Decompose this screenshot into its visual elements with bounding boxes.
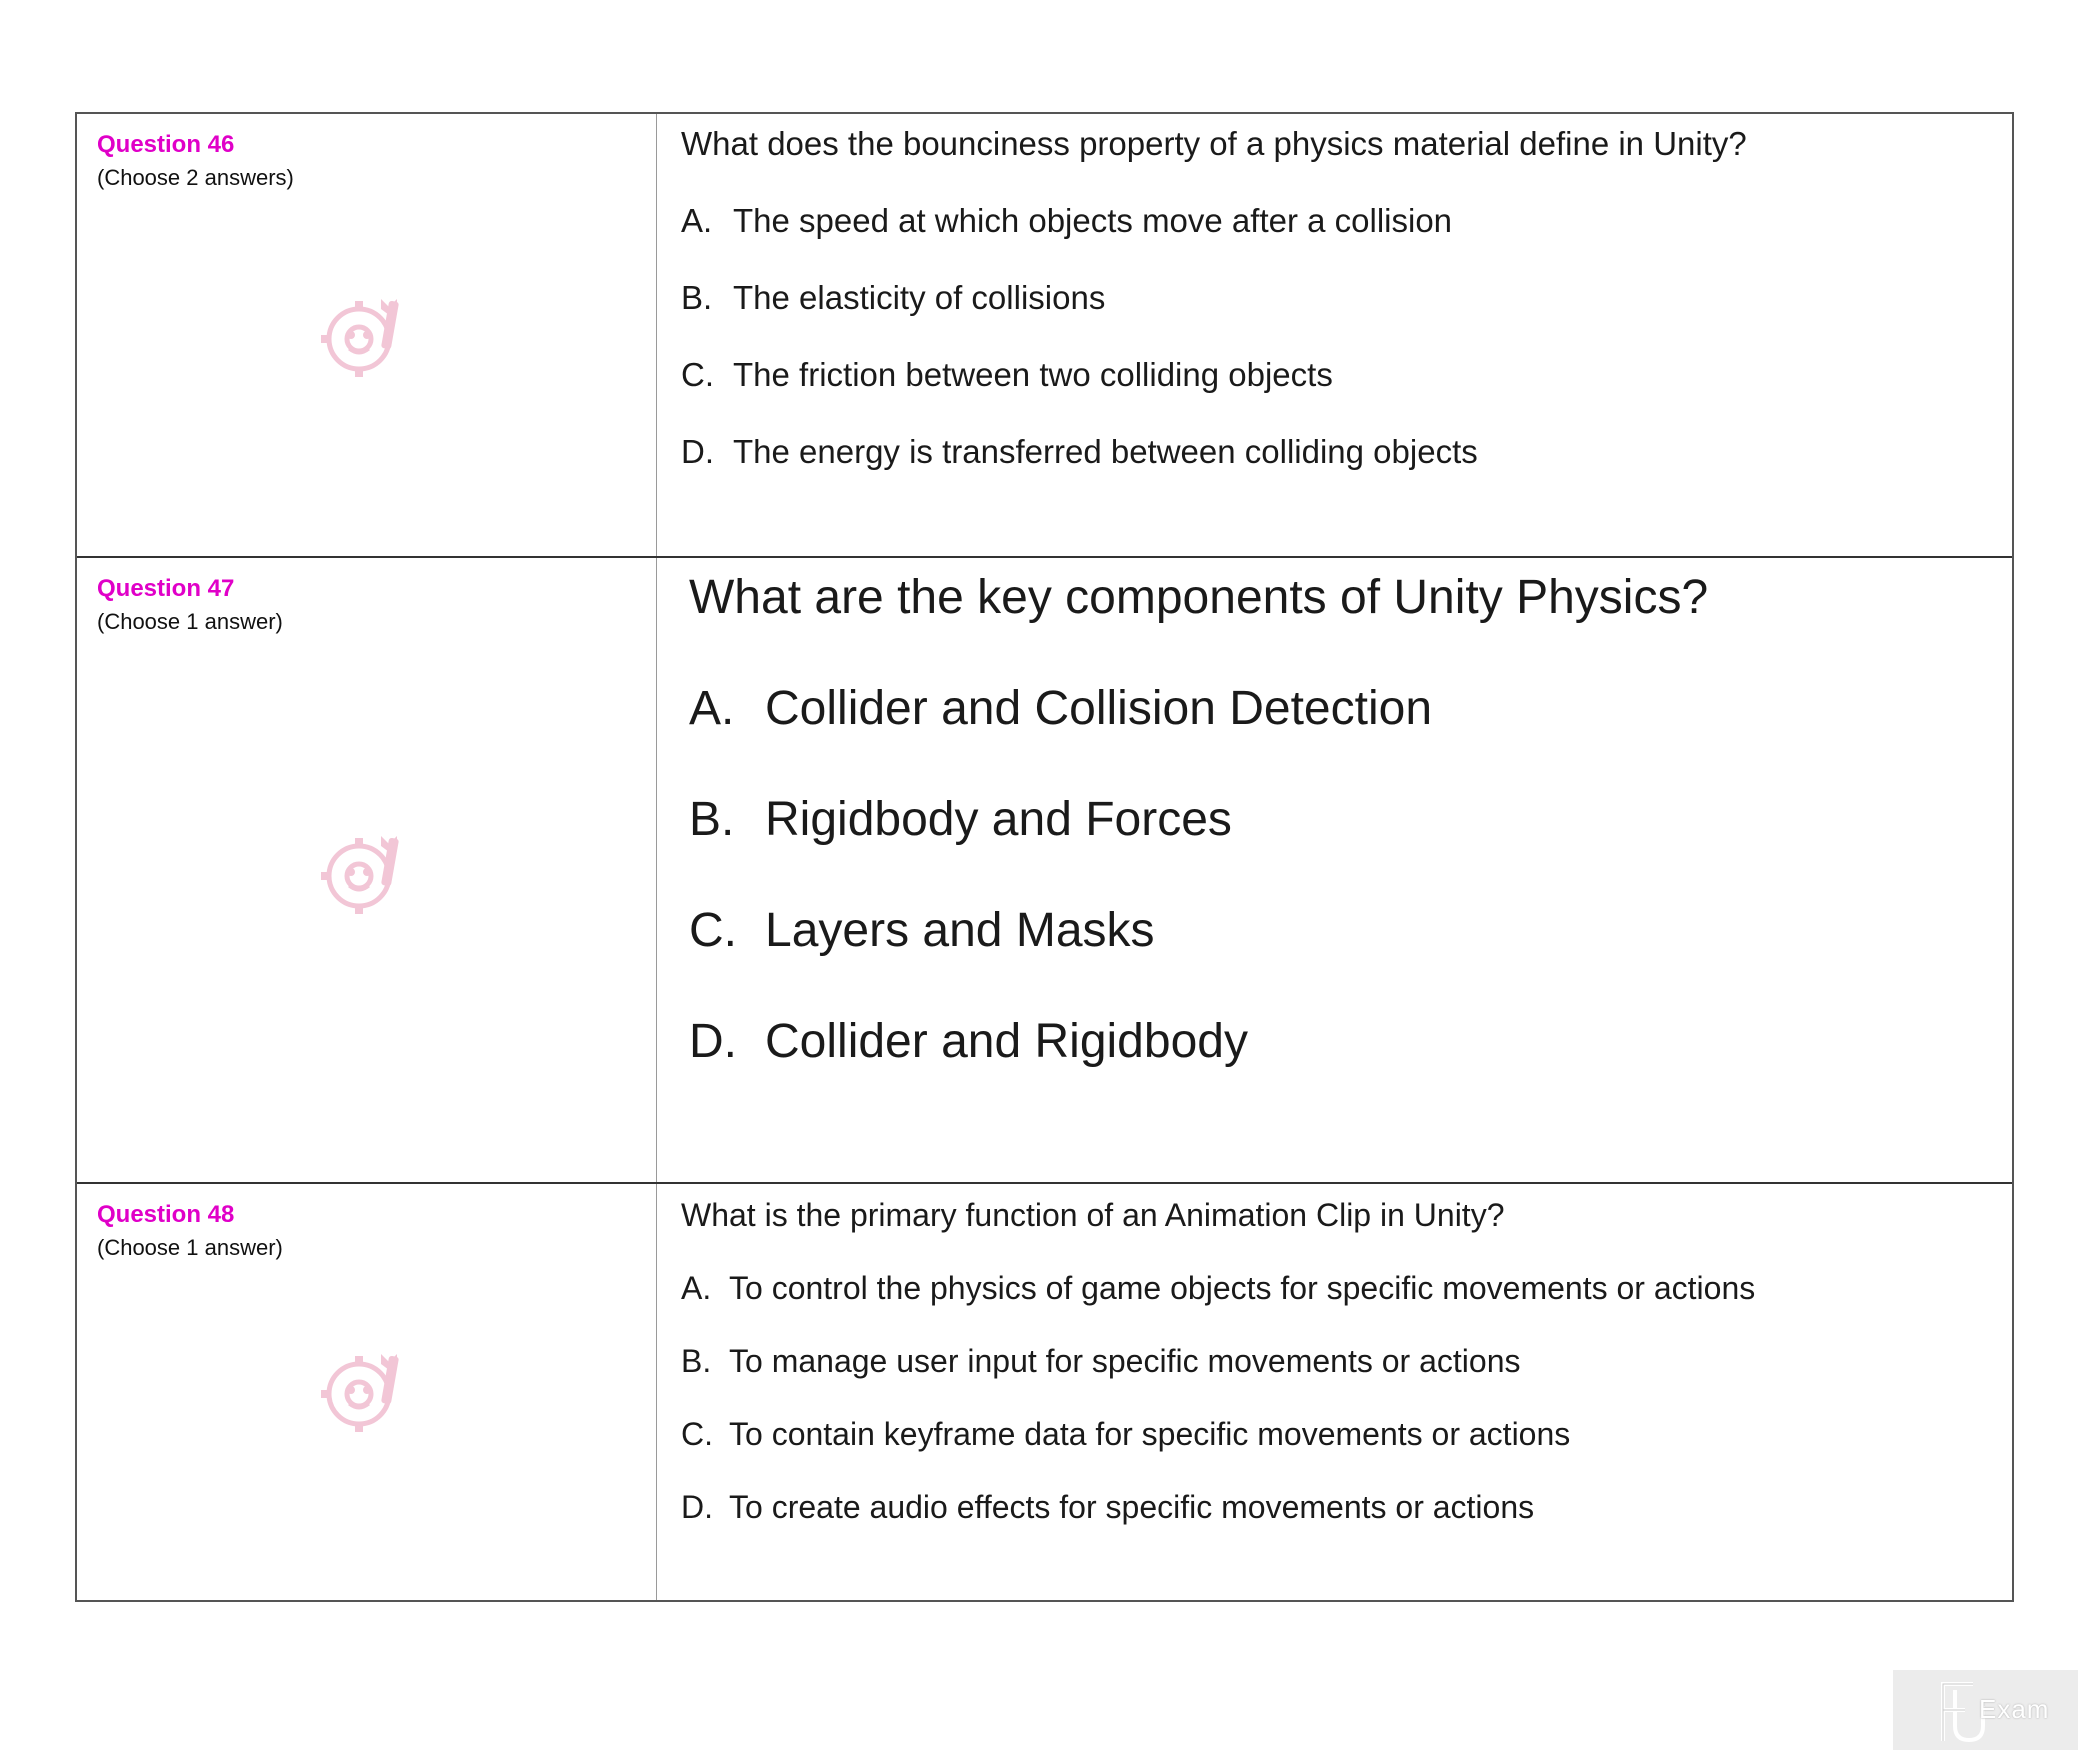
brand-logo — [1893, 1670, 2078, 1750]
option-letter: D. — [681, 433, 714, 470]
option-text: Collider and Collision Detection — [765, 682, 1433, 735]
question-meta-cell — [77, 114, 657, 556]
question-number: Question 48 — [97, 1201, 235, 1228]
question-meta-cell — [77, 1184, 657, 1600]
question-content-cell — [657, 1184, 2012, 1600]
answer-count-instruction: (Choose 2 answers) — [97, 165, 294, 190]
option-letter: B. — [689, 793, 735, 846]
option-text: Rigidbody and Forces — [765, 793, 1232, 846]
question-content-cell — [657, 558, 2012, 1182]
question-content-cell — [657, 114, 2012, 556]
option-letter: C. — [681, 356, 714, 393]
answer-option-a[interactable] — [689, 681, 2012, 737]
option-letter: B. — [681, 1343, 712, 1379]
answer-options — [689, 681, 2012, 1070]
answer-option-b[interactable] — [681, 1342, 2012, 1380]
answer-option-c[interactable] — [681, 355, 2012, 395]
brand-logo-text: Exam — [1979, 1694, 2050, 1724]
answer-option-c[interactable] — [689, 903, 2012, 959]
option-text: The speed at which objects move after a collision — [733, 202, 1453, 239]
answer-options — [681, 201, 2012, 472]
option-text: To create audio effects for specific movements or actions — [729, 1489, 1535, 1525]
question-text: What are the key components of Unity Physics? — [689, 571, 1709, 624]
answer-option-a[interactable] — [681, 201, 2012, 241]
answer-option-b[interactable] — [681, 278, 2012, 318]
option-text: The friction between two colliding objects — [733, 356, 1333, 393]
option-letter: C. — [681, 1416, 713, 1452]
answer-option-b[interactable] — [689, 792, 2012, 848]
option-letter: B. — [681, 279, 713, 316]
gear-wrench-robot-icon — [319, 826, 419, 926]
option-text: Layers and Masks — [765, 904, 1155, 957]
answer-option-d[interactable] — [681, 1488, 2012, 1526]
gear-wrench-robot-icon — [319, 289, 419, 389]
question-row-47 — [77, 556, 2012, 1182]
question-row-46 — [77, 114, 2012, 556]
option-letter: A. — [681, 1270, 712, 1306]
option-text: To contain keyframe data for specific movements or actions — [729, 1416, 1571, 1452]
answer-count-instruction: (Choose 1 answer) — [97, 1235, 283, 1260]
question-row-48 — [77, 1182, 2012, 1600]
option-text: To manage user input for specific movements or actions — [729, 1343, 1521, 1379]
option-letter: A. — [681, 202, 713, 239]
question-text: What is the primary function of an Animation Clip in Unity? — [681, 1197, 1505, 1233]
question-number: Question 47 — [97, 575, 235, 602]
option-letter: C. — [689, 904, 737, 957]
question-table — [75, 112, 2014, 1602]
answer-options — [681, 1269, 2012, 1526]
answer-option-a[interactable] — [681, 1269, 2012, 1307]
option-letter: D. — [689, 1015, 737, 1068]
question-text: What does the bounciness property of a physics material define in Unity? — [681, 125, 1747, 162]
answer-option-d[interactable] — [689, 1014, 2012, 1070]
option-text: Collider and Rigidbody — [765, 1015, 1248, 1068]
answer-count-instruction: (Choose 1 answer) — [97, 609, 283, 634]
option-text: The energy is transferred between colliding objects — [733, 433, 1478, 470]
option-text: To control the physics of game objects for specific movements or actions — [729, 1270, 1756, 1306]
option-letter: D. — [681, 1489, 713, 1525]
option-letter: A. — [689, 682, 735, 735]
answer-option-d[interactable] — [681, 432, 2012, 472]
option-text: The elasticity of collisions — [733, 279, 1106, 316]
gear-wrench-robot-icon — [319, 1344, 419, 1444]
answer-option-c[interactable] — [681, 1415, 2012, 1453]
question-number: Question 46 — [97, 131, 235, 158]
question-meta-cell — [77, 558, 657, 1182]
